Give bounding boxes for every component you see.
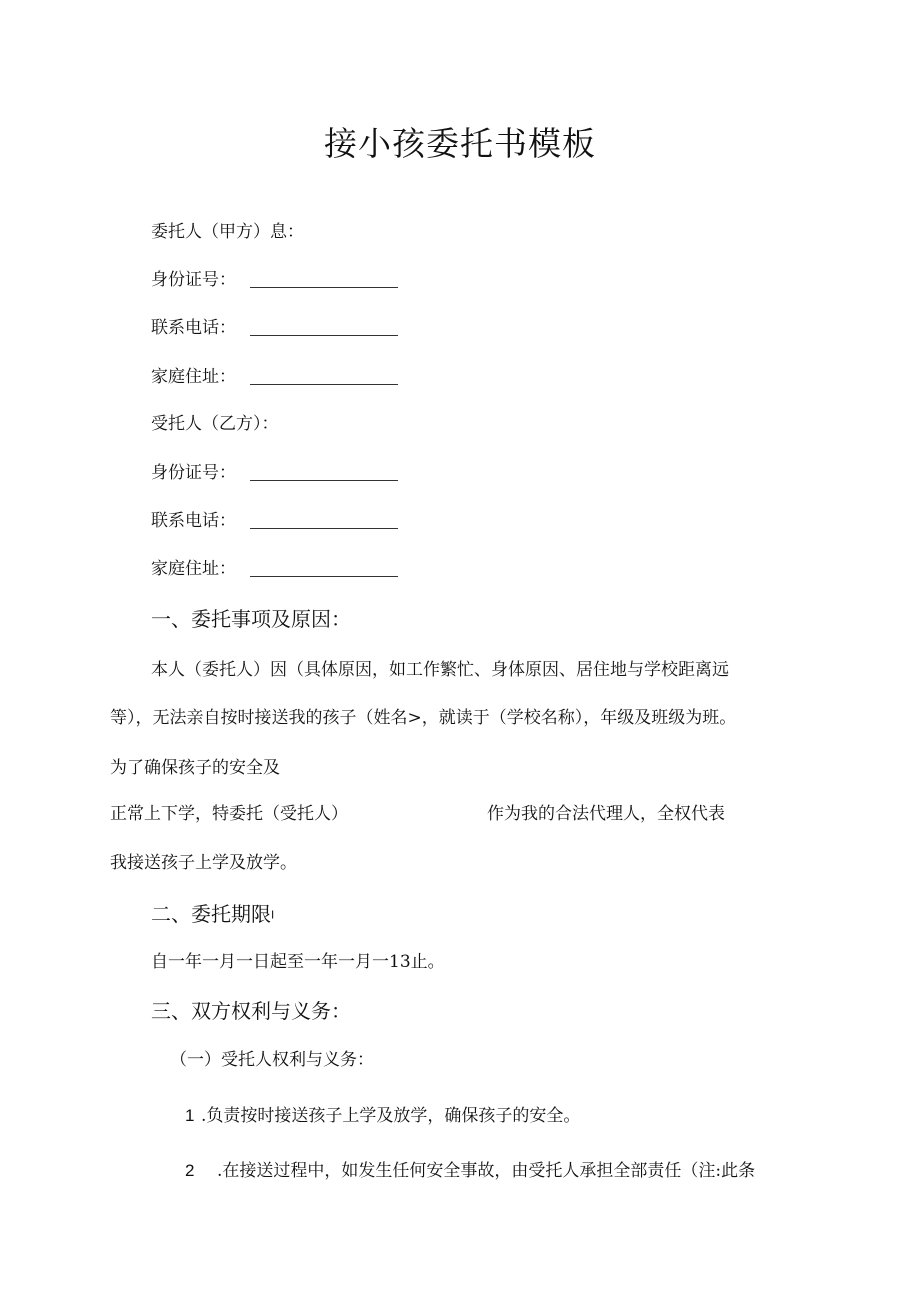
agent-id-label: 身份证号： [151, 463, 236, 483]
section2-heading [151, 900, 274, 930]
section1-line2: 等），无法亲自按时接送我的孩子（姓名>，就读于（学校名称），年级及班级为班。 [110, 708, 737, 728]
agent-phone-field[interactable] [250, 528, 398, 529]
agent-address-field[interactable] [250, 576, 398, 577]
page-title: 接小孩委托书模板 [324, 124, 596, 163]
agent-phone-label: 联系电话： [151, 511, 236, 531]
principal-id-field[interactable] [250, 287, 398, 288]
agent-address-label: 家庭住址： [151, 559, 236, 579]
principal-phone-label: 联系电话： [151, 318, 236, 338]
section1-line5: 我接送孩子上学及放学。 [110, 853, 297, 873]
section2-heading-text: 二、委托期限 [151, 902, 271, 926]
section2-text: 自一年一月一日起至一年一月一13止。 [151, 952, 445, 972]
principal-address-label: 家庭住址： [151, 367, 236, 387]
item1-text: .负责按时接送孩子上学及放学，确保孩子的安全。 [201, 1106, 581, 1126]
section3-subheading: （一）受托人权利与义务： [170, 1050, 374, 1070]
agent-id-field[interactable] [250, 480, 398, 481]
section3-heading: 三、双方权利与义务： [151, 999, 351, 1023]
agent-heading: 受托人（乙方）： [151, 414, 279, 434]
section2-heading-mark: I [271, 908, 275, 922]
item2-number: 2 [185, 1161, 195, 1180]
principal-phone-field[interactable] [250, 335, 398, 336]
section1-line4-start: 正常上下学，特委托（受托人） [110, 804, 348, 824]
principal-id-label: 身份证号： [151, 270, 236, 290]
item2-text: .在接送过程中，如发生任何安全事故，由受托人承担全部责任（注:此条 [217, 1161, 756, 1181]
section1-line1: 本人（委托人）因（具体原因，如工作繁忙、身体原因、居住地与学校距离远 [151, 660, 729, 680]
principal-address-field[interactable] [250, 384, 398, 385]
section1-line4-end: 作为我的合法代理人，全权代表 [487, 804, 725, 824]
section1-line3: 为了确保孩子的安全及 [110, 758, 280, 778]
item1-number: 1 [185, 1106, 195, 1125]
principal-heading: 委托人（甲方）息： [151, 222, 304, 242]
section1-heading: 一、委托事项及原因： [151, 607, 351, 631]
